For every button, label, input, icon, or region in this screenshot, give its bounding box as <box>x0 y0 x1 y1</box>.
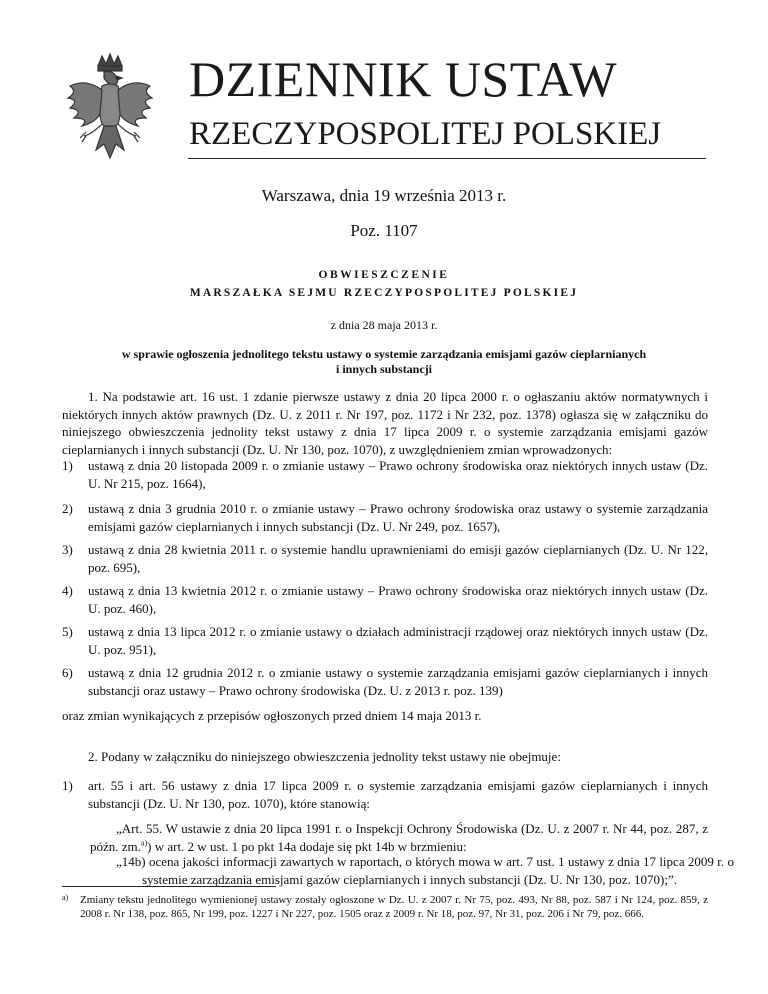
list-item-2 <box>62 500 708 535</box>
list-item-number: 3) <box>62 542 73 557</box>
notice-subject-line-1: w sprawie ogłoszenia jednolitego tekstu ustawy o systemie zarządzania emisjami gazów cieplarnianych <box>121 347 647 361</box>
footnote-mark: a) <box>62 893 69 902</box>
after-list-text: oraz zmian wynikających z przepisów ogłoszonych przed dniem 14 maja 2013 r. <box>62 708 482 723</box>
list-item-text: ustawą z dnia 13 kwietnia 2012 r. o zmianie ustawy – Prawo ochrony środowiska oraz niektórych innych ustaw (Dz. U. poz. 460), <box>88 583 708 616</box>
notice-subject-line-2: i innych substancji <box>335 362 433 376</box>
list-item-number: 2) <box>62 501 73 516</box>
list-item-text: ustawą z dnia 3 grudnia 2010 r. o zmianie ustawy – Prawo ochrony środowiska oraz ustawy o systemie zarządzania emisjami gazów cieplarnianych i innych substancji (Dz. U. Nr 249, poz. 1657), <box>88 501 708 534</box>
list-item-text: ustawą z dnia 13 lipca 2012 r. o zmianie ustawy o działach administracji rządowej oraz niektórych innych ustaw (Dz. U. poz. 951), <box>88 624 708 657</box>
list-item-text: ustawą z dnia 12 grudnia 2012 r. o zmianie ustawy o systemie zarządzania emisjami gazów cieplarnianych i innych substancji oraz ustawy – Prawo ochrony środowiska (Dz. U. z 2013 r. poz. 139) <box>88 665 708 698</box>
list-item-6 <box>62 664 708 699</box>
notice-issuer: MARSZAŁKA SEJMU RZECZYPOSPOLITEJ POLSKIEJ <box>189 287 579 299</box>
notice-subject <box>0 347 768 377</box>
header-divider <box>188 158 706 159</box>
polish-eagle-emblem <box>60 52 160 170</box>
quoted-article-55 <box>90 820 708 855</box>
footnote-reference: a) <box>140 838 148 848</box>
publication-title: DZIENNIK USTAW <box>189 51 618 107</box>
list-item-number: 4) <box>62 583 73 598</box>
footnote <box>62 893 708 921</box>
list-item-text: art. 55 i art. 56 ustawy z dnia 17 lipca 2009 r. o systemie zarządzania emisjami gazów cieplarnianych i innych substancji (Dz. U. Nr 130, poz. 1070), które stanowią: <box>88 778 708 811</box>
list-item-text: ustawą z dnia 20 listopada 2009 r. o zmianie ustawy – Prawo ochrony środowiska oraz niektórych innych ustaw (Dz. U. Nr 215, poz. 1664), <box>88 458 708 491</box>
list-item-3 <box>62 541 708 576</box>
footnote-text: Zmiany tekstu jednolitego wymienionej ustawy zostały ogłoszone w Dz. U. z 2007 r. Nr 75, poz. 493, Nr 88, poz. 587 i Nr 124, poz. 859, z 2008 r. Nr 138, poz. 865, Nr 199, poz. 1227 i Nr 227, poz. 1505 oraz z 2009 r. Nr 18, poz. 97, Nr 31, poz. 206 i Nr 79, poz. 666. <box>80 894 708 920</box>
quoted-point-14b: „14b) ocena jakości informacji zawartych w raportach, o których mowa w art. 7 ust. 1 ustawy z dnia 17 lipca 2009 r. o systemie zarządzania emisjami gazów cieplarnianych i innych substancji (Dz. U. Nr 130, poz. 1070);”. <box>116 854 734 887</box>
exclusion-item-1 <box>62 777 708 812</box>
list-item-number: 5) <box>62 624 73 639</box>
publication-subtitle: RZECZYPOSPOLITEJ POLSKIEJ <box>189 116 662 152</box>
quote-text-part-2: ) w art. 2 w ust. 1 po pkt 14a dodaje się pkt 14b w brzmieniu: <box>147 838 467 854</box>
list-item-1 <box>62 457 708 492</box>
position-number: Poz. 1107 <box>350 221 418 240</box>
paragraph-2: 2. Podany w załączniku do niniejszego obwieszczenia jednolity tekst ustawy nie obejmuje: <box>88 749 561 764</box>
list-item-number: 1) <box>62 778 73 793</box>
notice-heading: OBWIESZCZENIE <box>318 269 450 281</box>
list-item-number: 1) <box>62 458 73 473</box>
footnote-divider <box>62 886 276 887</box>
paragraph-1: 1. Na podstawie art. 16 ust. 1 zdanie pierwsze ustawy z dnia 20 lipca 2000 r. o ogłaszaniu aktów normatywnych i niektórych innych aktów prawnych (Dz. U. z 2011 r. Nr 197, poz. 1172 i Nr 232, poz. 1378) ogłasza się w załączniku do niniejszego obwieszczenia jednolity tekst ustawy z dnia 17 lipca 2009 r. o systemie zarządzania emisjami gazów cieplarnianych i innych substancji (Dz. U. Nr 130, poz. 1070), z uwzględnieniem zmian wprowadzonych: <box>62 389 708 457</box>
issue-date: Warszawa, dnia 19 września 2013 r. <box>261 186 507 205</box>
list-item-text: ustawą z dnia 28 kwietnia 2011 r. o systemie handlu uprawnieniami do emisji gazów cieplarnianych (Dz. U. Nr 122, poz. 695), <box>88 542 708 575</box>
list-item-4 <box>62 582 708 617</box>
quote-text-part-1: „Art. 55. W ustawie z dnia 20 lipca 1991 r. o Inspekcji Ochrony Środowiska (Dz. U. z 2007 r. Nr 44, poz. 287, z późn. zm. <box>90 821 708 854</box>
list-item-5 <box>62 623 708 658</box>
list-item-number: 6) <box>62 665 73 680</box>
notice-date: z dnia 28 maja 2013 r. <box>330 318 438 332</box>
